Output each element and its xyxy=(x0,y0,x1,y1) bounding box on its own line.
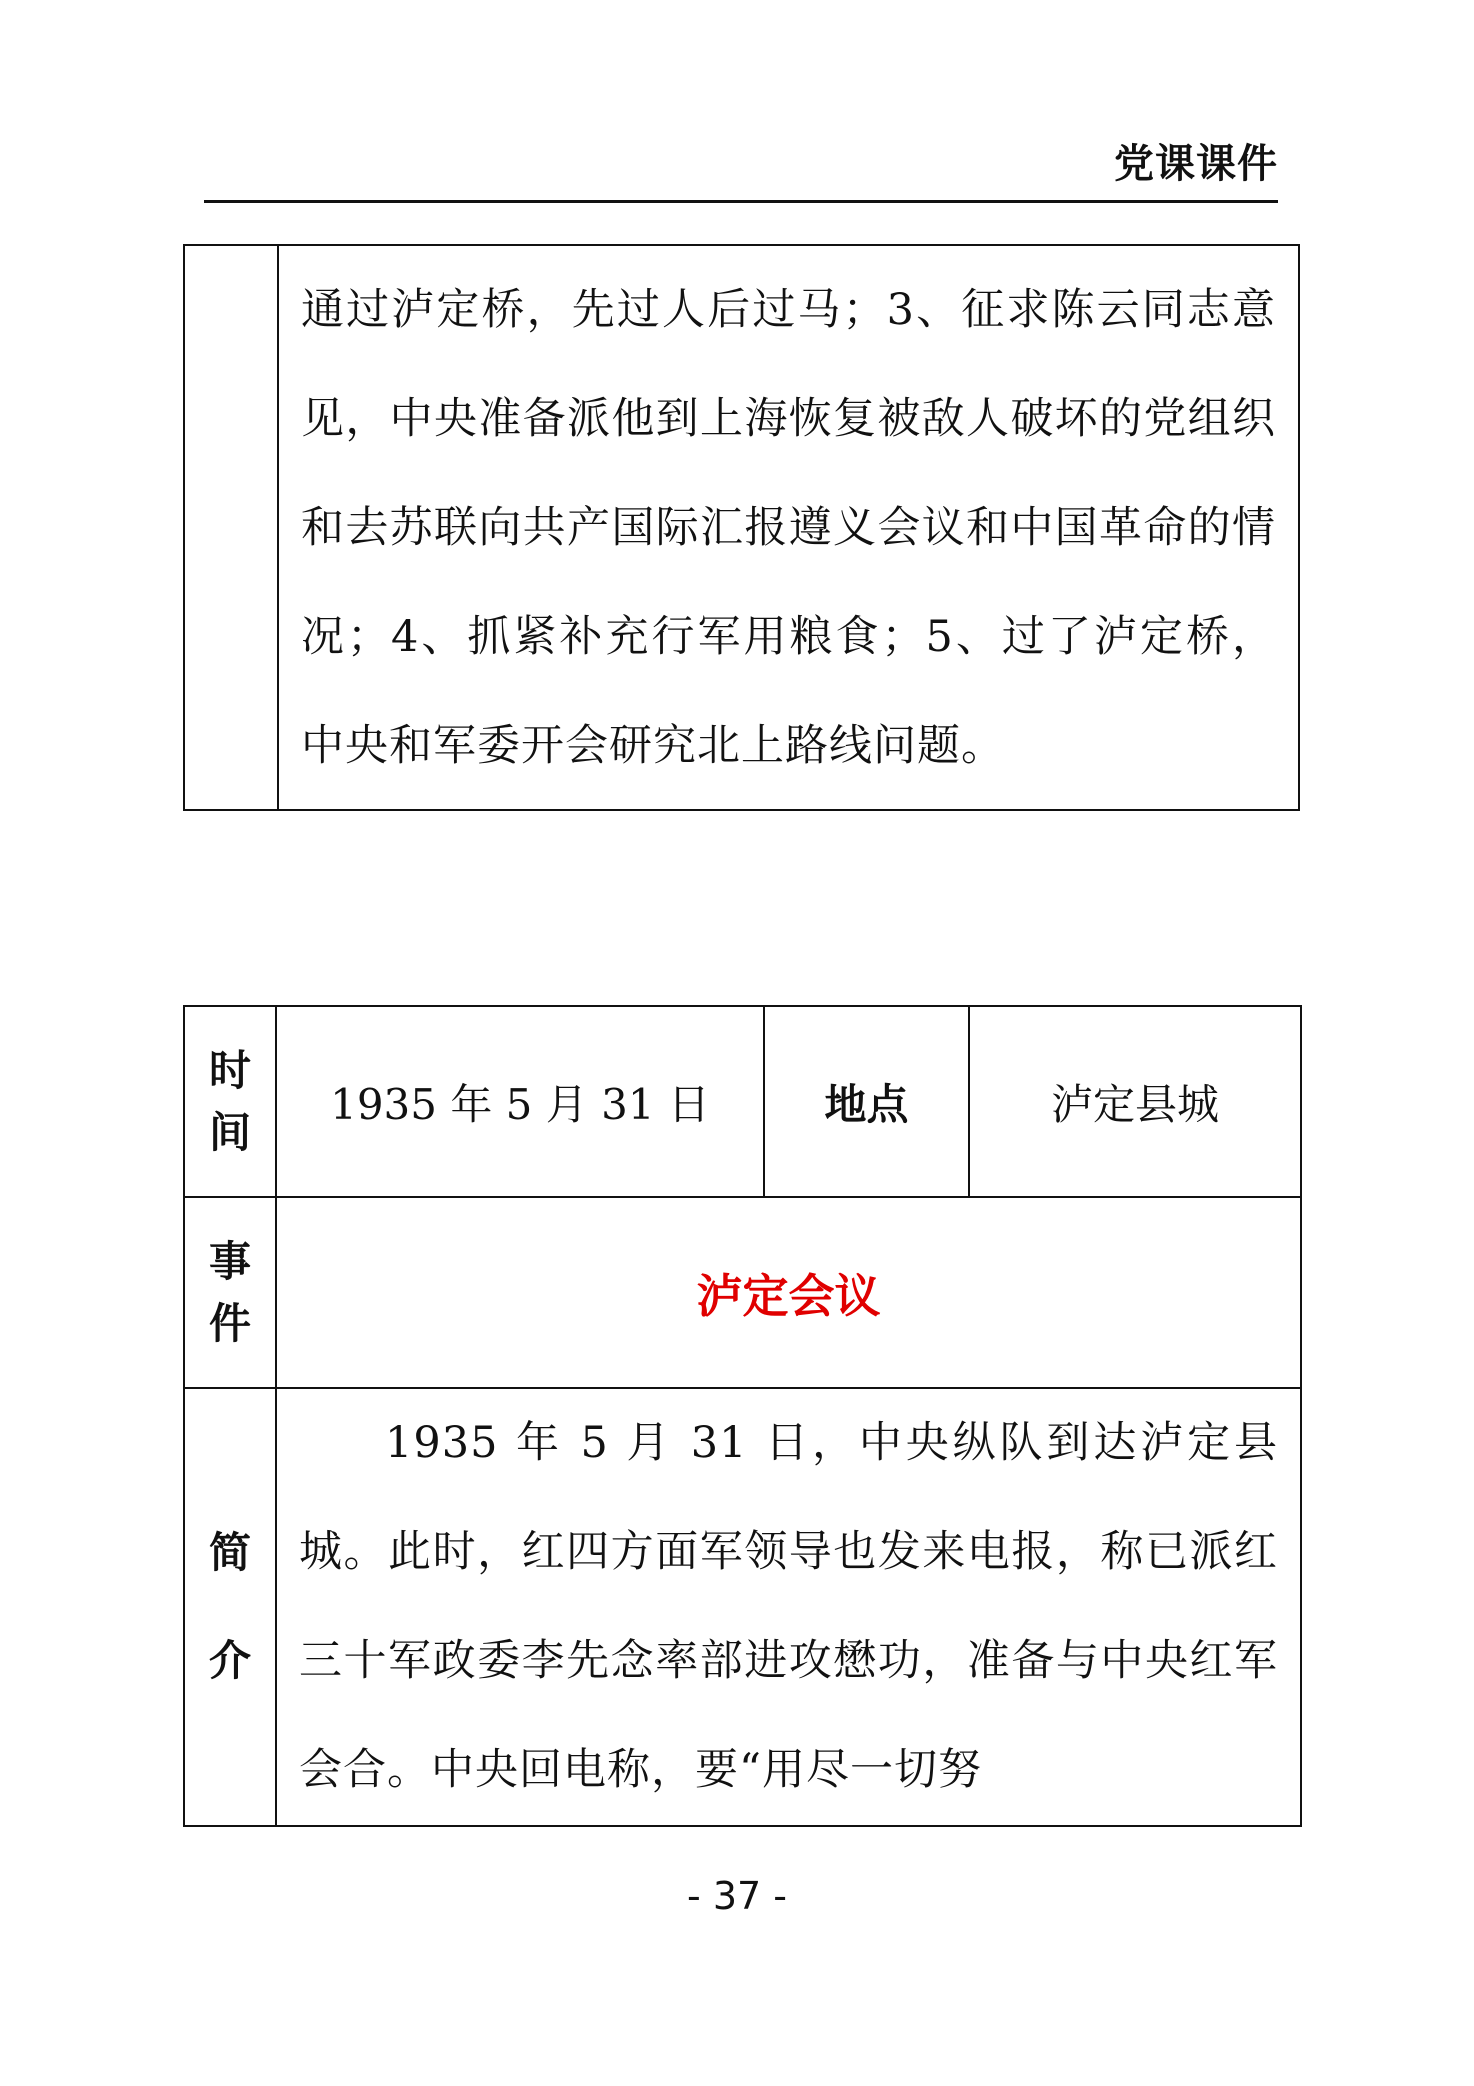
event-row xyxy=(184,1197,1301,1388)
event-label-char-2: 件 xyxy=(208,1298,251,1348)
event-label xyxy=(184,1197,276,1388)
intro-label-char-2: 介 xyxy=(208,1636,251,1685)
time-label-char-2: 间 xyxy=(208,1107,251,1157)
event-table xyxy=(183,1005,1302,1827)
continuation-text: 通过泸定桥，先过人后过马；3、征求陈云同志意见，中央准备派他到上海恢复被敌人破坏的党组织和去苏联向共产国际汇报遵义会议和中国革命的情况；4、抓紧补充行军用粮食；5、过了泸定桥，中央和军委开会研究北上路线问题。 xyxy=(301,285,1276,771)
intro-label xyxy=(184,1388,276,1826)
intro-text: 1935 年 5 月 31 日，中央纵队到达泸定县城。此时，红四方面军领导也发来电报，称已派红三十军政委李先念率部进攻懋功，准备与中央红军会合。中央回电称，要“用尽一切努 xyxy=(299,1418,1278,1795)
event-name: 泸定会议 xyxy=(276,1197,1301,1388)
page-number: - 37 - xyxy=(687,1874,787,1918)
time-label-char-1: 时 xyxy=(208,1045,251,1095)
place-value: 泸定县城 xyxy=(969,1006,1301,1197)
header-title: 党课课件 xyxy=(1114,141,1278,187)
time-row xyxy=(184,1006,1301,1197)
intro-label-char-1: 简 xyxy=(208,1528,251,1577)
event-label-char-1: 事 xyxy=(208,1236,251,1286)
time-value: 1935 年 5 月 31 日 xyxy=(276,1006,764,1197)
place-label: 地点 xyxy=(764,1006,969,1197)
continuation-row xyxy=(184,245,1299,810)
time-label xyxy=(184,1006,276,1197)
continuation-table xyxy=(183,244,1300,811)
intro-text-cell xyxy=(276,1388,1301,1826)
intro-row xyxy=(184,1388,1301,1826)
header-rule xyxy=(204,200,1278,203)
continuation-text-cell xyxy=(278,245,1299,810)
continuation-label-cell xyxy=(184,245,278,810)
